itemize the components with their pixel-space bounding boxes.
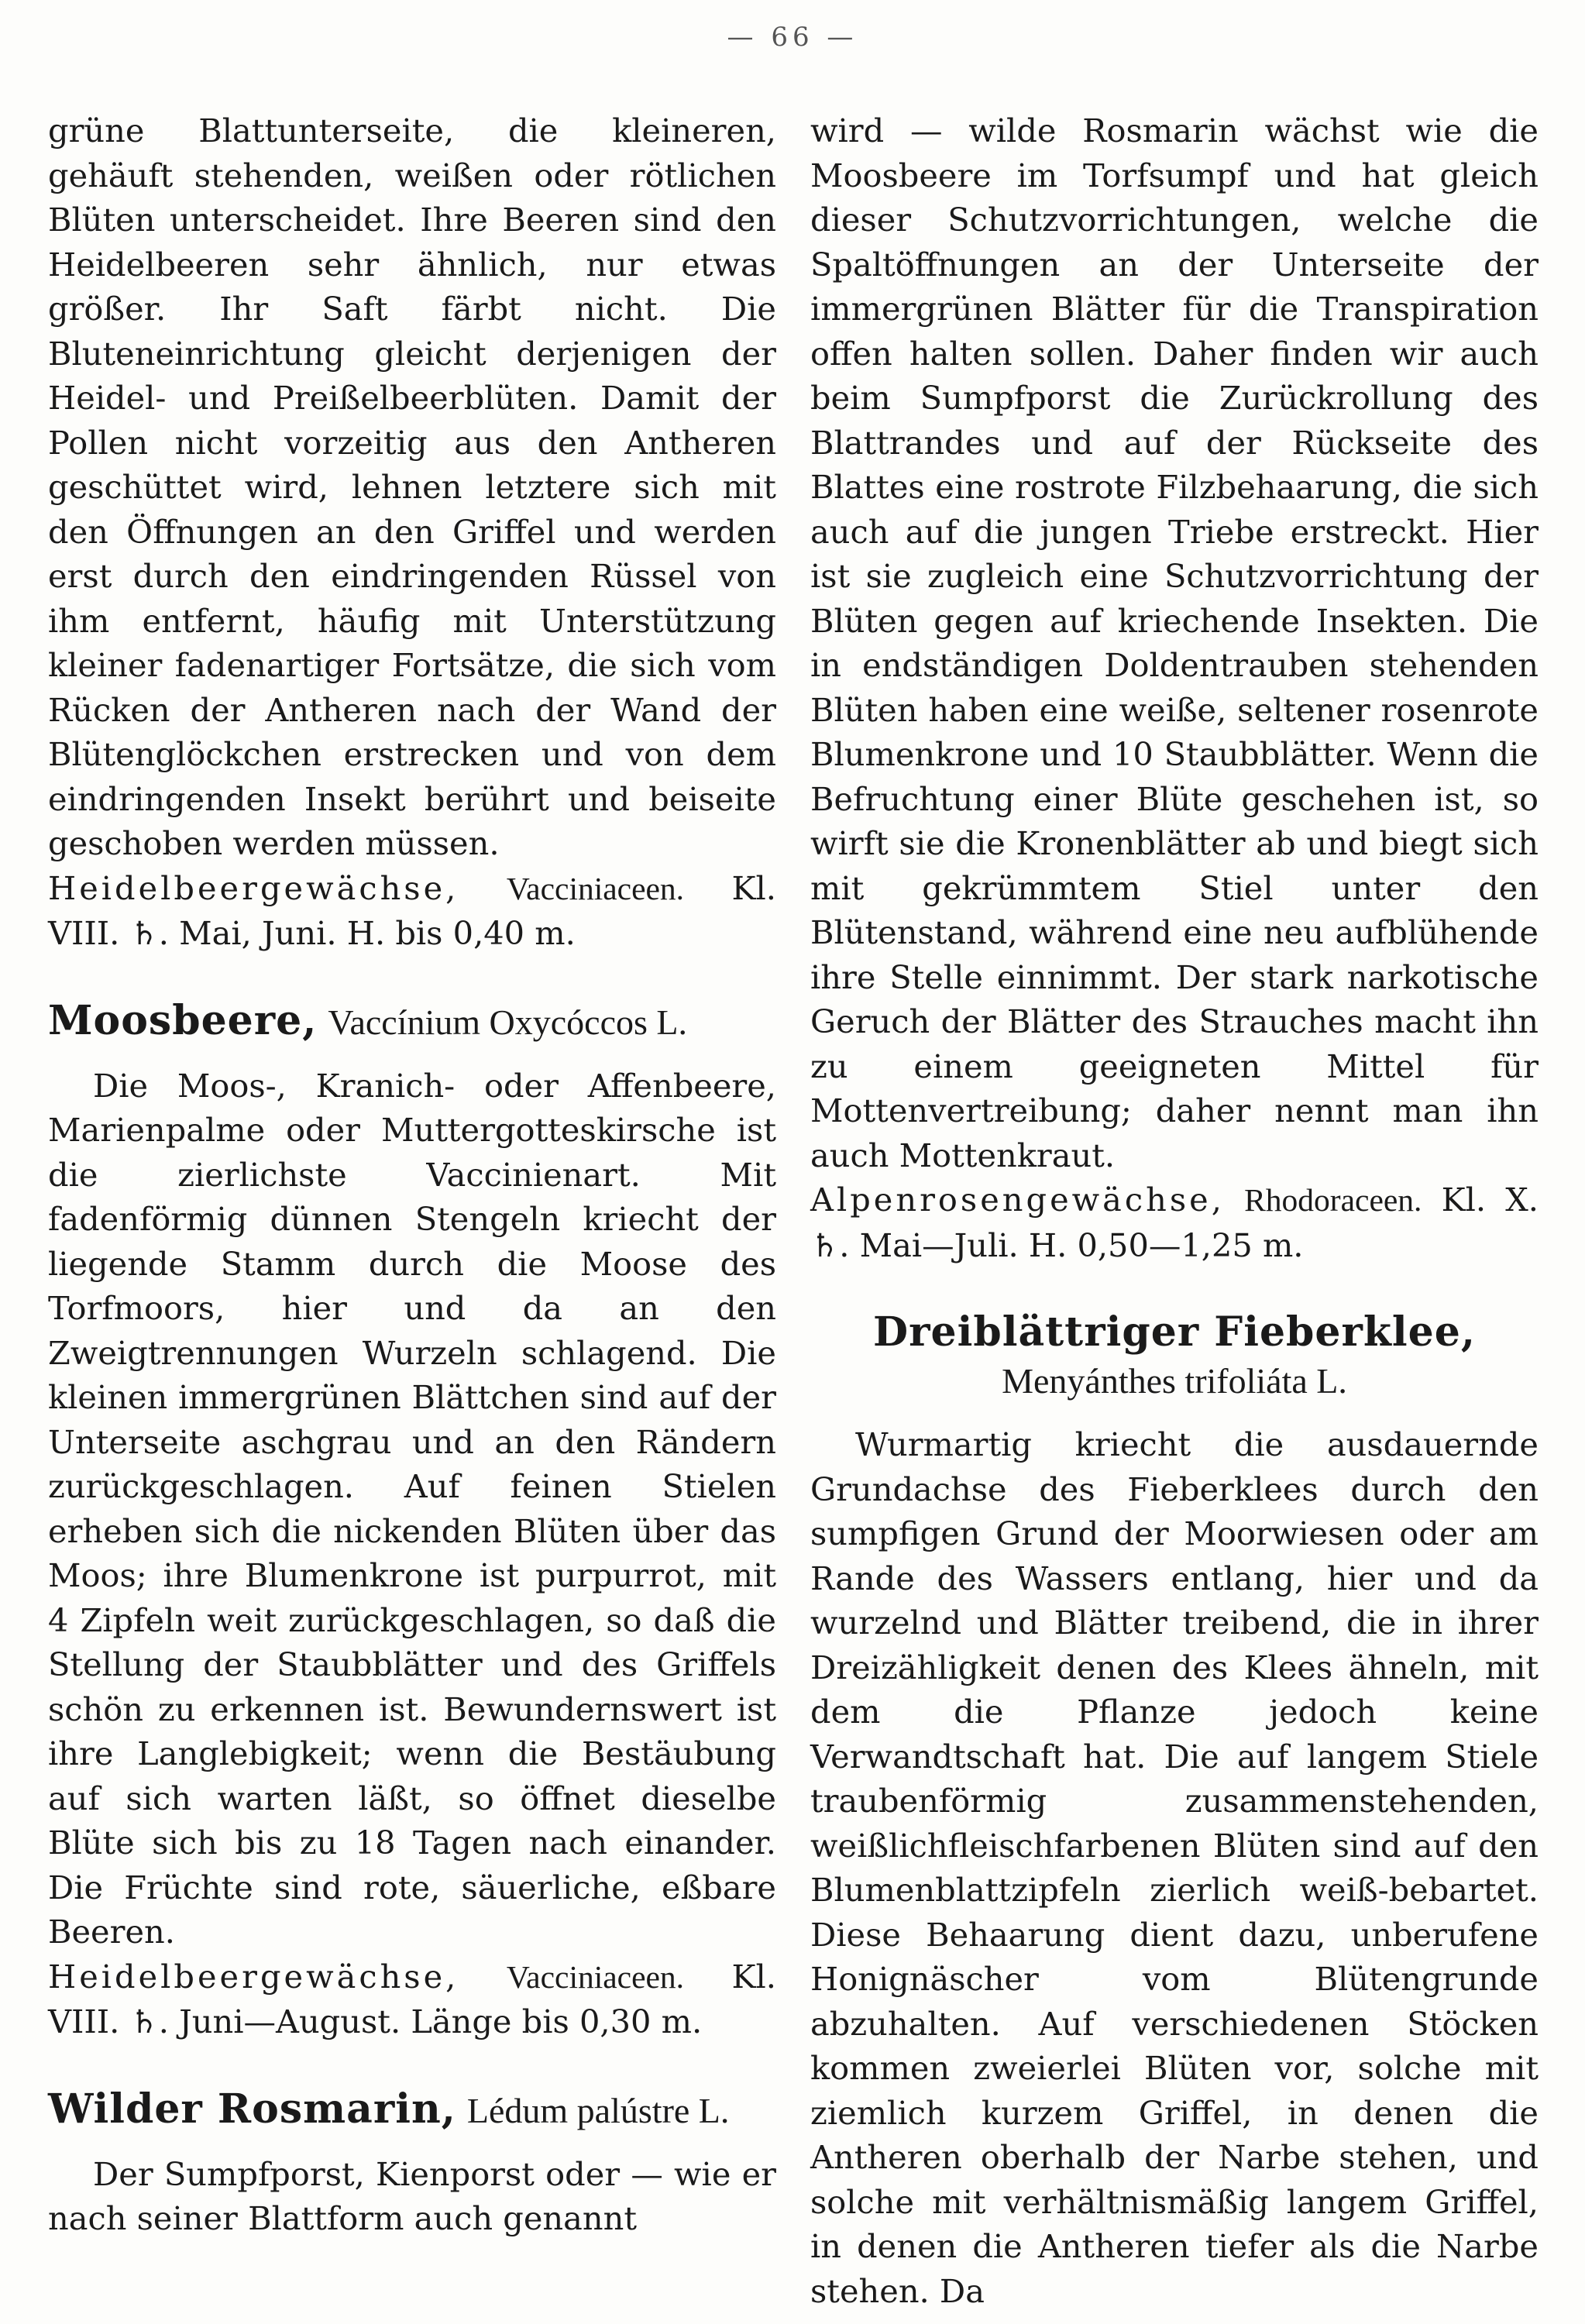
moosbeere-family-latin: Vacciniaceen.	[506, 1958, 685, 1995]
rosmarin-german-name: Wilder Rosmarin,	[48, 2085, 456, 2133]
intro-family: Heidelbeergewächse,	[48, 868, 459, 907]
right-column	[810, 108, 1539, 2313]
moosbeere-heading	[48, 998, 776, 1047]
moosbeere-classification	[48, 1954, 776, 2044]
rosmarin-classification	[810, 1177, 1539, 1267]
moosbeere-latin-name: Vaccínium Oxycóccos L.	[328, 1002, 688, 1042]
rosmarin-meta: Kl. X. ♄. Mai—Juli. H. 0,50—1,25 m.	[810, 1181, 1539, 1264]
rosmarin-text-continued: wird — wilde Rosmarin wächst wie die Moosbeere im Torfsumpf und hat gleich dieser Schutzvorrichtungen, welche die Spaltöffnungen an der Unterseite der immergrünen Blätter für die Transpiration offen halten sollen. Daher finden wir auch beim Sumpfporst die Zurückrollung des Blattrandes und auf der Rückseite des Blattes eine rostrote Filzbehaarung, die sich auch auf die jungen Triebe erstreckt. Hier ist sie zugleich eine Schutzvorrichtung der Blüten gegen auf kriechende Insekten. Die in endständigen Doldentrauben stehenden Blüten haben eine weiße, seltener rosenrote Blumenkrone und 10 Staubblätter. Wenn die Befruchtung einer Blüte geschehen ist, so wirft sie die Kronenblätter ab und biegt sich mit gekrümmtem Stiel unter den Blütenstand, während eine neu aufblühende ihre Stelle einnimmt. Der stark narkotische Geruch der Blätter des Strauches macht ihn zu einem geeigneten Mittel für Mottenvertreibung; daher nennt man ihn auch Mottenkraut.	[810, 112, 1539, 1174]
intro-family-latin: Vacciniaceen.	[506, 870, 685, 906]
rosmarin-heading	[48, 2086, 776, 2135]
moosbeere-family: Heidelbeergewächse,	[48, 1957, 459, 1996]
rosmarin-text-start: Der Sumpfporst, Kienporst oder — wie er nach seiner Blattform auch genannt	[48, 2154, 776, 2237]
moosbeere-german-name: Moosbeere,	[48, 996, 318, 1044]
fieberklee-heading	[810, 1309, 1539, 1405]
fieberklee-german-name: Dreiblättriger Fieberklee,	[873, 1308, 1476, 1356]
fieberklee-latin-name: Menyánthes trifoliáta L.	[1002, 1361, 1347, 1401]
intro-paragraph: grüne Blattunterseite, die kleineren, gehäuft stehenden, weißen oder rötlichen Blüten unterscheidet. Ihre Beeren sind den Heidelbeeren sehr ähnlich, nur etwas größer. Ihr Saft färbt nicht. Die Bluteneinrichtung gleicht derjenigen der Heidel- und Preißelbeerblüten. Damit der Pollen nicht vorzeitig aus den Antheren geschüttet wird, lehnen letztere sich mit den Öffnungen an den Griffel und werden erst durch den eindringenden Rüssel von ihm entfernt, häufig mit Unterstützung kleiner fadenartiger Fortsätze, die sich vom Rücken der Antheren nach der Wand der Blütenglöckchen erstrecken und von dem eindringenden Insekt berührt und beiseite geschoben werden müssen.	[48, 112, 776, 862]
intro-classification	[48, 866, 776, 956]
moosbeere-text: Die Moos-, Kranich- oder Affenbeere, Marienpalme oder Muttergotteskirsche ist die zierlichste Vaccinienart. Mit fadenförmig dünnen Stengeln kriecht der liegende Stamm durch die Moose des Torfmoors, hier und da an den Zweigtrennungen Wurzeln schlagend. Die kleinen immergrünen Blättchen sind auf der Unterseite aschgrau und an den Rändern zurückgeschlagen. Auf feinen Stielen erheben sich die nickenden Blüten über das Moos; ihre Blumenkrone ist purpurrot, mit 4 Zipfeln weit zurückgeschlagen, so daß die Stellung der Staubblätter und des Griffels schön zu erkennen ist. Bewundernswert ist ihre Langlebigkeit; wenn die Bestäubung auf sich warten läßt, so öffnet dieselbe Blüte sich bis zu 18 Tagen nach einander. Die Früchte sind rote, säuerliche, eßbare Beeren.	[48, 1066, 776, 1951]
left-column	[48, 108, 776, 2241]
intro-meta: Kl. VIII. ♄. Mai, Juni. H. bis 0,40 m.	[48, 868, 776, 952]
rosmarin-family-latin: Rhodoraceen.	[1244, 1182, 1422, 1218]
rosmarin-latin-name: Lédum palústre L.	[466, 2090, 730, 2130]
fieberklee-text: Wurmartig kriecht die ausdauernde Grundachse des Fieberklees durch den sumpfigen Grund der Moorwiesen oder am Rande des Wassers entlang, hier und da wurzelnd und Blätter treibend, die in ihrer Dreizähligkeit denen des Klees ähneln, mit dem die Pflanze jedoch keine Verwandtschaft hat. Die auf langem Stiele traubenförmig zusammenstehenden, weißlichfleischfarbenen Blüten sind auf den Blumenblattzipfeln zierlich weiß-bebartet. Diese Behaarung dient dazu, unberufene Honignäscher vom Blütengrunde abzuhalten. Auf verschiedenen Stöcken kommen zweierlei Blüten vor, solche mit ziemlich kurzem Griffel, in denen die Antheren oberhalb der Narbe stehen, und solche mit verhältnismäßig langem Griffel, in denen die Antheren tiefer als die Narbe stehen. Da	[810, 1425, 1539, 2310]
page-number: — 66 —	[727, 22, 858, 53]
rosmarin-family: Alpenrosengewächse,	[810, 1181, 1225, 1219]
moosbeere-meta: Kl. VIII. ♄. Juni—August. Länge bis 0,30 m.	[48, 1957, 776, 2040]
